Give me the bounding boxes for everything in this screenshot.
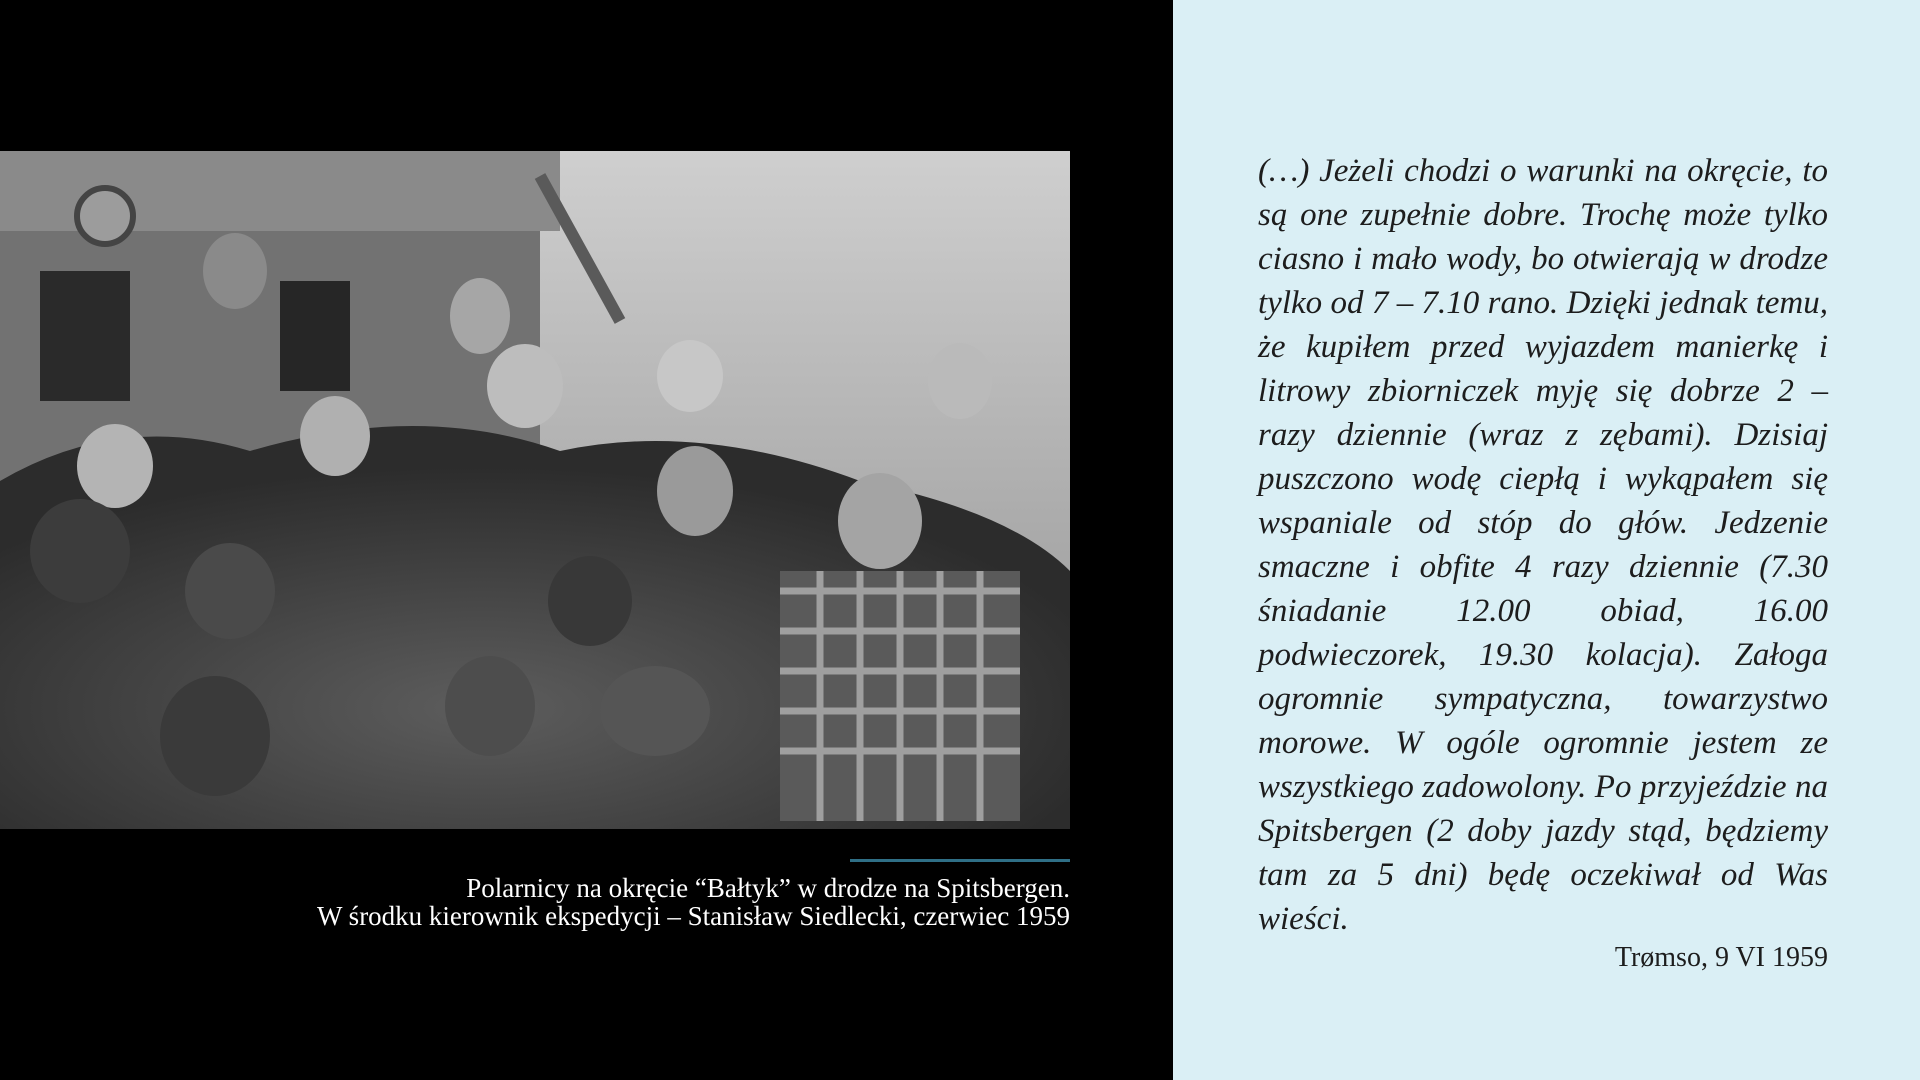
caption-rule [850,859,1070,862]
caption-line-1: Polarnicy na okręcie “Bałtyk” w drodze na Spitsbergen. [466,873,1070,903]
photo-image [0,151,1070,829]
archival-photo [0,151,1070,829]
letter-signature: Trømso, 9 VI 1959 [1614,942,1828,973]
caption-line-2: W środku kierownik ekspedycji – Stanisław Siedlecki, czerwiec 1959 [316,901,1070,931]
letter-text: (…) Jeżeli chodzi o warunki na okręcie, to są one zupełnie dobre. Trochę może tylko ciasno i mało wody, bo otwierają w drodze tylko od 7 – 7.10 rano. Dzięki jednak temu, że kupiłem przed wyjazdem manierkę i litrowy zbiorniczek myję się dobrze 2 – razy dziennie (wraz z zębami). Dzisiaj puszczono wodę ciepłą i wykąpałem się wspaniale od stóp do głów. Jedzenie smaczne i obfite 4 razy dziennie (7.30 śniadanie 12.00 obiad, 16.00 podwieczorek, 19.30 kolacja). Załoga ogromnie sympatyczna, towarzystwo morowe. W ogóle ogromnie jestem ze wszystkiego zadowolony. Po przyjeździe na Spitsbergen (2 doby jazdy stąd, będziemy tam za 5 dni) będę oczekiwał od Was wieści. [1258,153,1828,937]
photo-caption [170,874,1070,930]
